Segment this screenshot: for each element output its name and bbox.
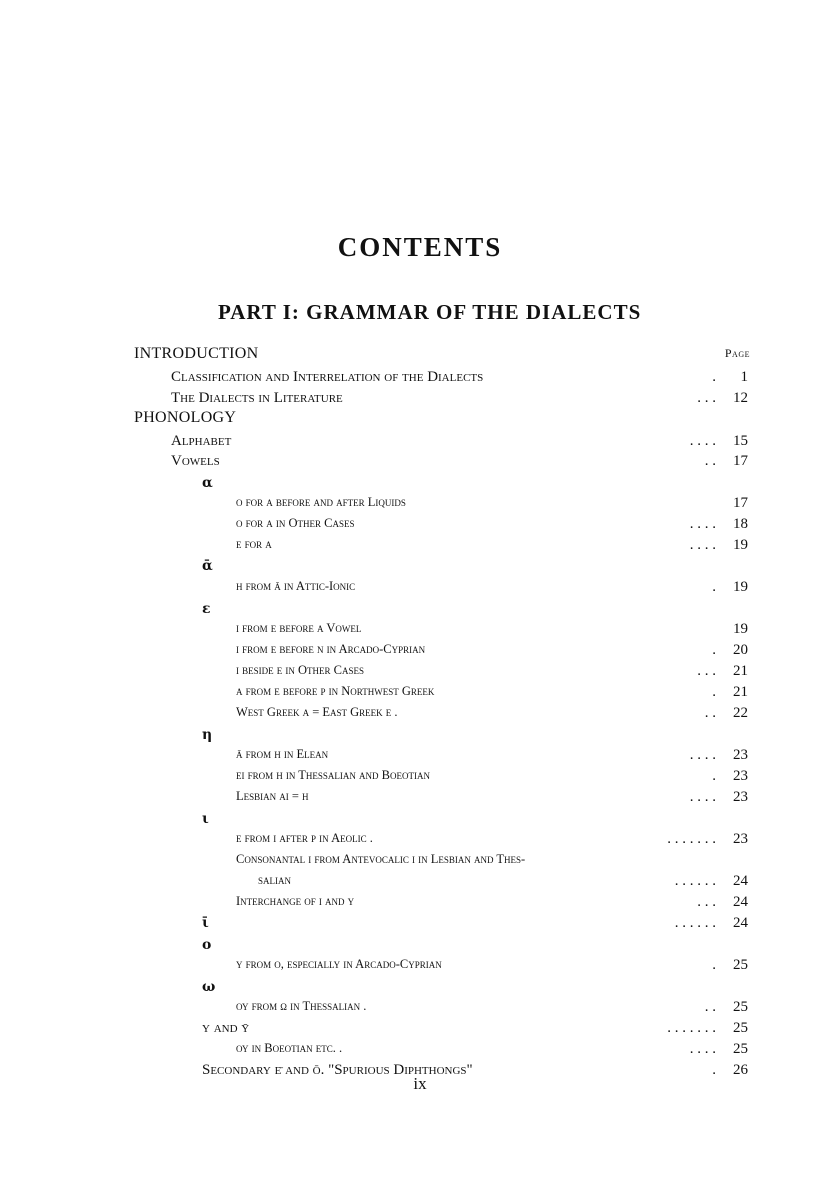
toc-entry [0,433,840,453]
toc-entry-label: α from ε before ρ in Northwest Greek [236,684,435,698]
toc-entry [0,475,840,495]
toc-entry [0,621,840,641]
toc-entry-page: 23 [733,789,748,805]
toc-entry-label: Alphabet [171,433,232,449]
toc-entry-label: ε [202,601,211,617]
toc-entry [0,558,840,578]
toc-entry-page: 1 [740,369,748,385]
toc-entry-label: ι beside ε in Other Cases [236,663,364,677]
toc-entry-label: ι from ε before a Vowel [236,621,362,635]
toc-dot-leader: . . [704,999,716,1015]
toc-dot-leader: . . . . . . [674,873,716,889]
toc-entry-label: η [202,727,213,743]
toc-entry-page: 17 [733,453,748,469]
toc-dot-leader: . . . . [689,516,716,532]
toc-entry-label: o for α before and after Liquids [236,495,406,509]
toc-dot-leader: . . [704,453,716,469]
toc-entry-label: η from ᾱ in Attic-Ionic [236,579,356,593]
part-heading: PART I: GRAMMAR OF THE DIALECTS [218,300,642,324]
toc-entry [0,915,840,935]
toc-entry-label: PHONOLOGY [134,409,237,426]
toc-entry [0,1020,840,1040]
toc-entry [0,579,840,599]
toc-entry-label: West Greek α = East Greek ε . [236,705,398,719]
toc-entry-page: 21 [733,684,748,700]
toc-entry-label: ω [202,979,216,995]
toc-dot-leader: . . . [697,663,716,679]
toc-entry-label: ο [202,937,212,953]
toc-entry-label: α [202,475,213,491]
toc-entry-page: 23 [733,831,748,847]
toc-entry [0,495,840,515]
toc-entry [0,747,840,767]
toc-entry-page: 12 [733,390,748,406]
toc-entry-page: 23 [733,747,748,763]
toc-entry [0,957,840,977]
toc-entry-page: 24 [733,915,748,931]
toc-entry [0,601,840,621]
toc-entry [0,642,840,662]
toc-entry [0,894,840,914]
toc-entry-label: INTRODUCTION [134,345,259,362]
toc-entry-page: 15 [733,433,748,449]
toc-entry-label: ου from ω in Thessalian . [236,999,367,1013]
toc-dot-leader: . . . . [689,747,716,763]
toc-entry-label: ᾱ from η in Elean [236,747,329,761]
toc-entry-label: Interchange of ι and υ [236,894,355,908]
toc-entry [0,409,840,429]
toc-entry-label: Classification and Interrelation of the Dialects [171,369,484,385]
toc-dot-leader: . [712,957,716,973]
toc-entry [0,369,840,389]
toc-entry-page: 17 [733,495,748,511]
toc-entry [0,453,840,473]
toc-entry-label: ι from ε before ν in Arcado-Cyprian [236,642,426,656]
toc-entry [0,979,840,999]
toc-entry [0,852,840,872]
toc-entry [0,1041,840,1061]
toc-entry-label: Secondary ε̄ and ō. "Spurious Diphthongs" [202,1062,473,1078]
toc-entry [0,727,840,747]
toc-entry-label: ι [202,811,209,827]
toc-entry-label: ει from η in Thessalian and Boeotian [236,768,430,782]
toc-dot-leader: . . . [697,390,716,406]
toc-entry-label: ου in Boeotian etc. . [236,1041,343,1055]
toc-entry [0,537,840,557]
toc-dot-leader: . [712,642,716,658]
toc-dot-leader: . [712,579,716,595]
toc-entry [0,831,840,851]
toc-dot-leader: . [712,684,716,700]
toc-entry-page: 19 [733,537,748,553]
toc-entry [0,789,840,809]
toc-entry-page: 21 [733,663,748,679]
toc-entry-page: 24 [733,894,748,910]
toc-entry-label: ᾱ [202,558,213,574]
toc-entry-page: 25 [733,999,748,1015]
toc-entry [0,999,840,1019]
toc-dot-leader: . . [704,705,716,721]
toc-entry [0,390,840,410]
page-column-label: Page [724,346,750,360]
toc-entry-label: o for α in Other Cases [236,516,355,530]
toc-entry-label: Consonantal ι from Antevocalic ι in Lesbian and Thes- [236,852,526,866]
toc-entry [0,684,840,704]
toc-entry-page: 18 [733,516,748,532]
toc-dot-leader: . [712,768,716,784]
toc-entry [0,873,840,893]
toc-entry-page: 25 [733,1041,748,1057]
toc-entry-page: 22 [733,705,748,721]
toc-entry-label: salian [258,873,291,887]
toc-entry [0,768,840,788]
toc-entry [0,516,840,536]
toc-entry [0,937,840,957]
toc-entry [0,705,840,725]
toc-dot-leader: . . . . . . . [667,831,716,847]
toc-dot-leader: . . . . . . [674,915,716,931]
toc-entry [0,811,840,831]
toc-dot-leader: . . . . [689,537,716,553]
page-title: CONTENTS [337,232,503,262]
toc-entry-page: 26 [733,1062,748,1078]
toc-entry-label: Lesbian αι = η [236,789,309,803]
toc-dot-leader: . . . . [689,433,716,449]
toc-entry-label: ῑ [202,915,209,931]
toc-dot-leader: . . . . . . . [667,1020,716,1036]
footer-page-number: ix [413,1074,427,1093]
toc-entry-label: The Dialects in Literature [171,390,343,406]
toc-entry-page: 19 [733,621,748,637]
toc-entry-label: ε from ι after ρ in Aeolic . [236,831,373,845]
toc-dot-leader: . [712,369,716,385]
toc-entry [0,663,840,683]
toc-entry-label: ε for α [236,537,272,551]
toc-dot-leader: . . . . [689,789,716,805]
toc-entry-label: υ and ῡ [202,1020,250,1036]
toc-dot-leader: . . . [697,894,716,910]
toc-entry-page: 25 [733,957,748,973]
toc-entry-page: 20 [733,642,748,658]
toc-entry-page: 19 [733,579,748,595]
toc-dot-leader: . [712,1062,716,1078]
toc-entry-label: Vowels [171,453,220,469]
toc-entry-page: 25 [733,1020,748,1036]
toc-dot-leader: . . . . [689,1041,716,1057]
toc-entry-label: υ from ο, especially in Arcado-Cyprian [236,957,442,971]
toc-entry-page: 23 [733,768,748,784]
toc-entry-page: 24 [733,873,748,889]
toc-entry [0,345,840,365]
